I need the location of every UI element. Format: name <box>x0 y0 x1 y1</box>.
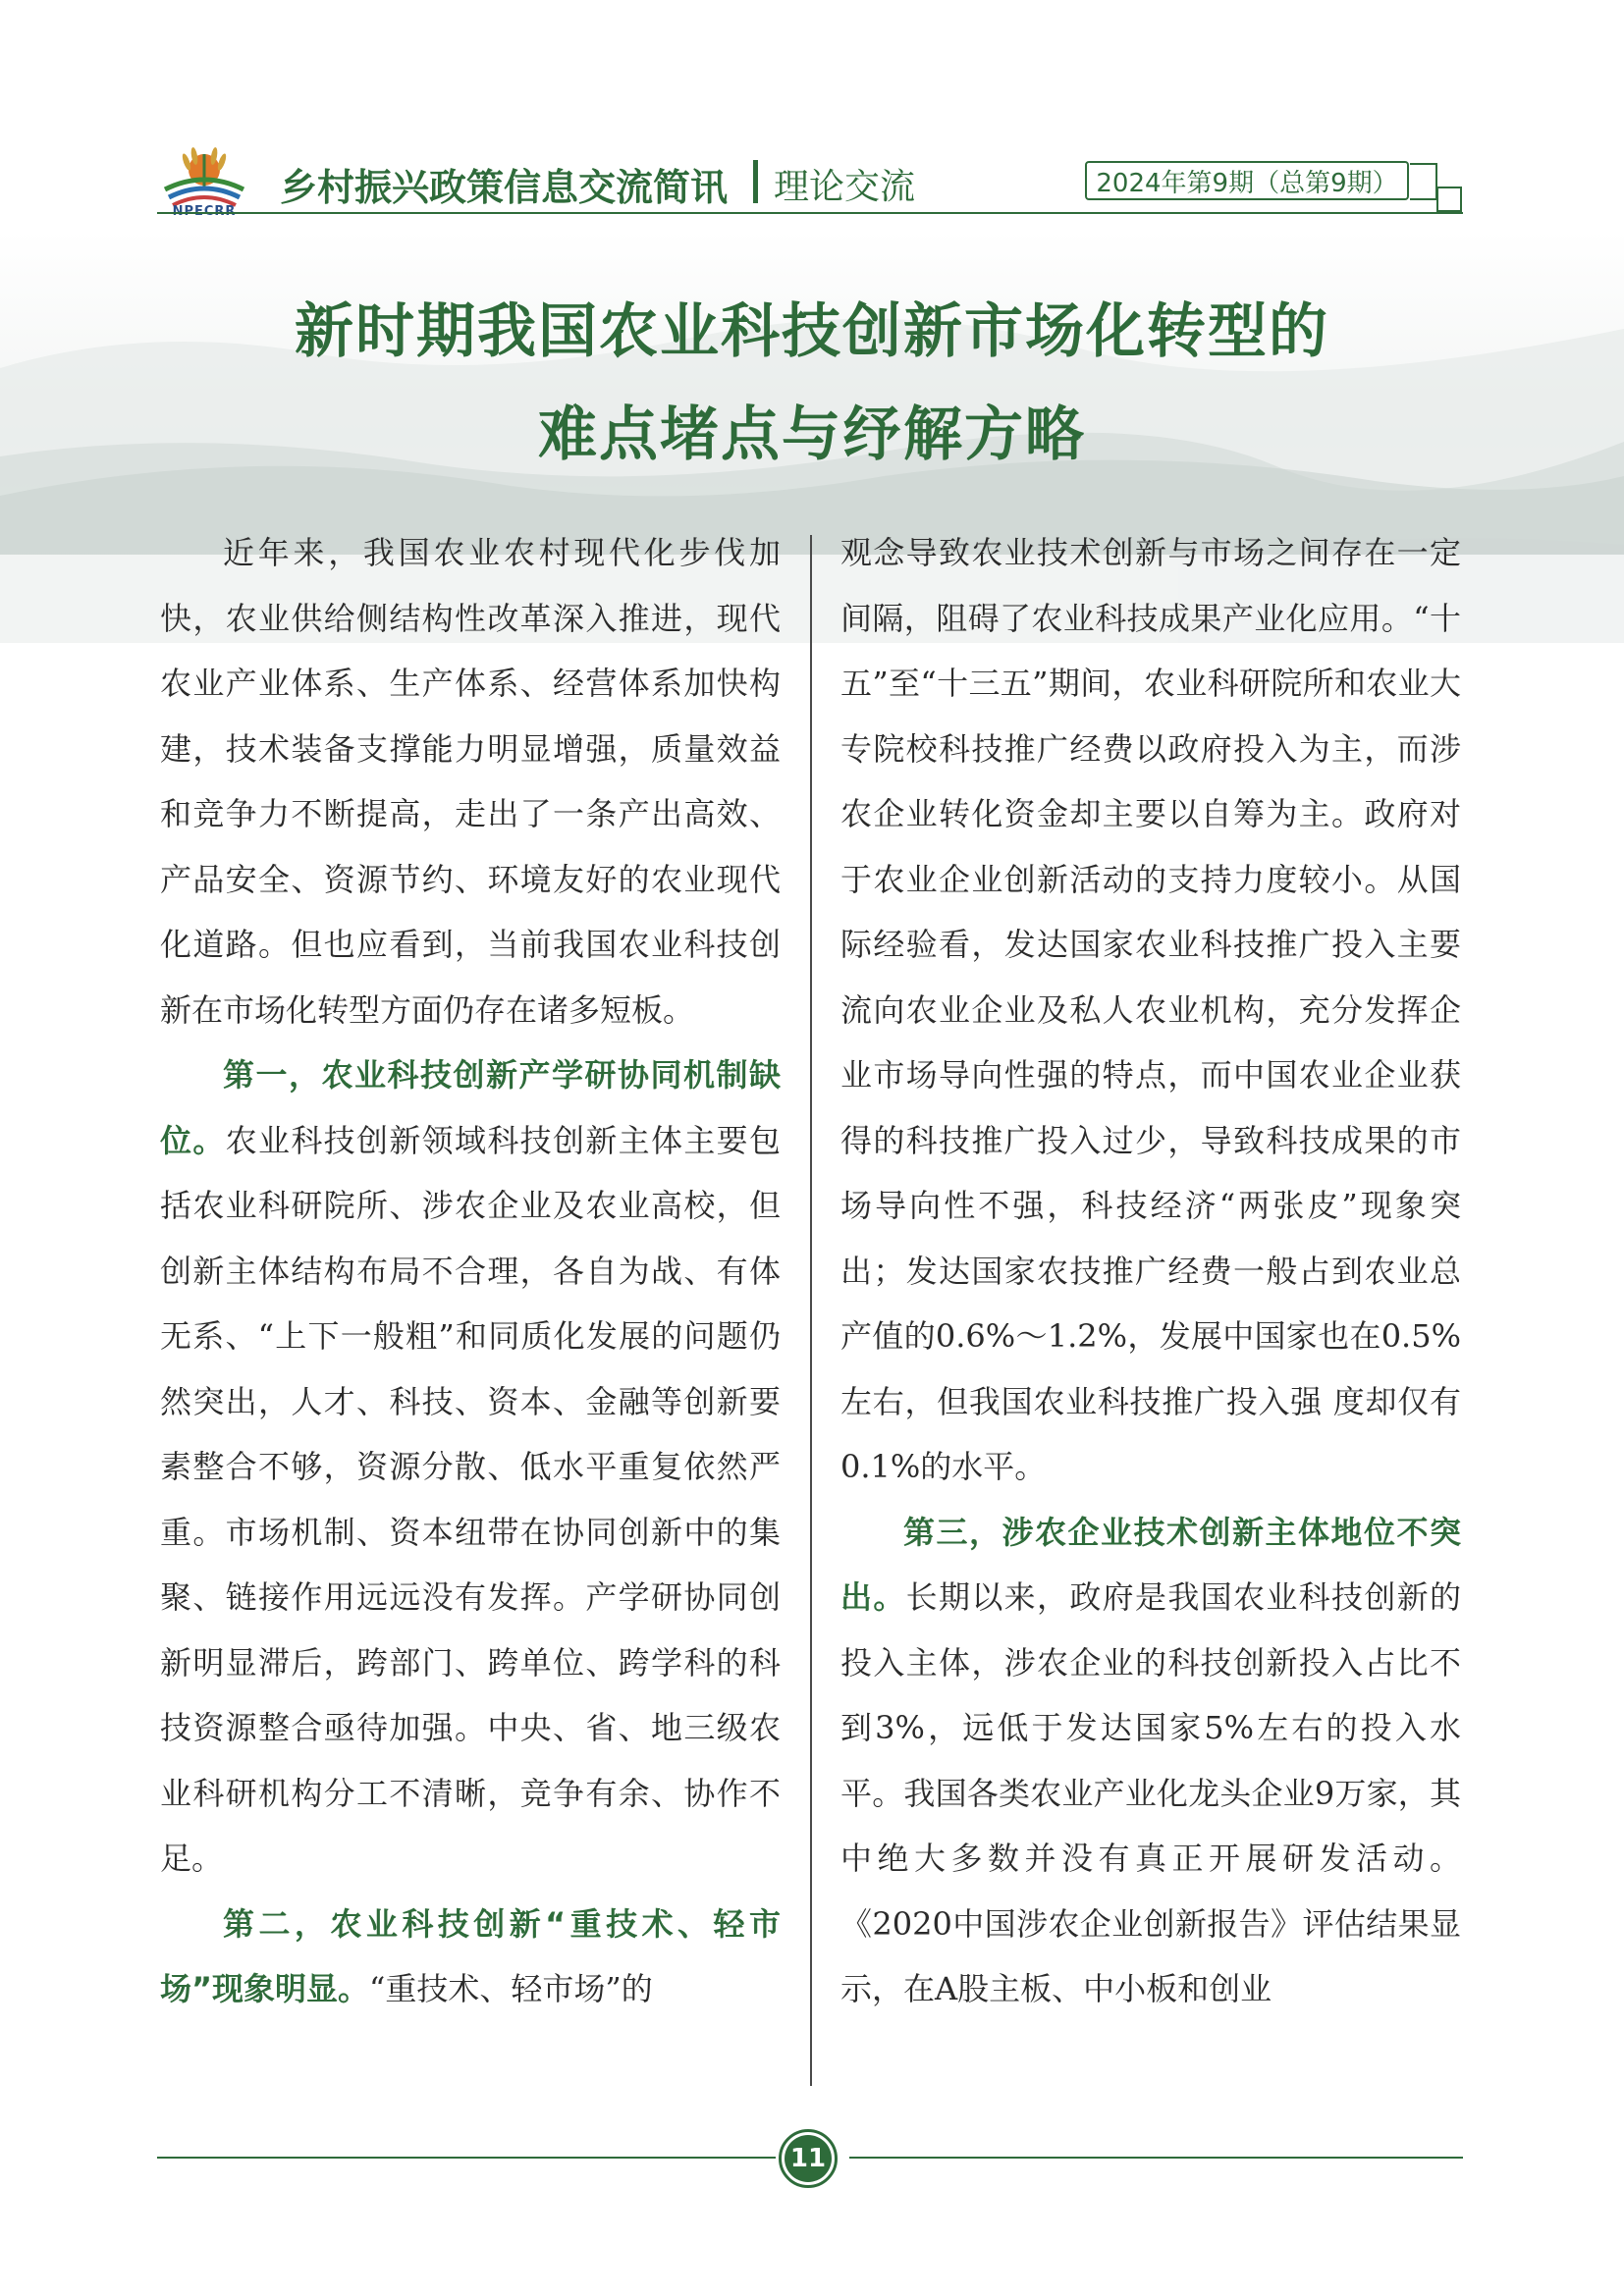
point-3-heading: 第三，涉农企业技术创新主体地位不突出。 <box>840 1513 1461 1616</box>
left-column <box>160 520 781 2022</box>
section-label: 理论交流 <box>774 167 916 207</box>
point-1-body: 农业科技创新领域科技创新主体主要包括农业科研院所、涉农企业及农业高校，但创新主体结构布局不合理，各自为战、有体无系、“上下一般粗”和同质化发展的问题仍然突出，人才、科技、资本、金融等创新要素整合不够，资源分散、低水平重复依然严重。市场机制、资本纽带在协同创新中的集聚、链接作用远远没有发挥。产学研协同创新明显滞后，跨部门、跨单位、跨学科的科技资源整合亟待加强。中央、省、地三级农业科研机构分工不清晰，竞争有余、协作不足。 <box>160 1121 781 1877</box>
page-number: 11 <box>785 2135 832 2182</box>
point-3-paragraph <box>840 1500 1461 2022</box>
header-divider <box>157 212 1463 214</box>
point-2-paragraph <box>160 1892 781 2022</box>
issue-badge: 2024年第9期（总第9期） <box>1085 161 1409 200</box>
point-1-heading: 第一，农业科技创新产学研协同机制缺位。 <box>160 1056 781 1159</box>
corner-decoration-square <box>1436 187 1462 212</box>
article-title-line-1: 新时期我国农业科技创新市场化转型的 <box>295 297 1329 366</box>
right-column <box>840 520 1461 2022</box>
point-1-paragraph <box>160 1042 781 1892</box>
column-divider <box>810 535 812 2086</box>
point-2-heading: 第二，农业科技创新“重技术、轻市场”现象明显。 <box>160 1904 781 2007</box>
footer-rule-right <box>849 2157 1463 2159</box>
point-2-body-start: “重技术、轻市场”的 <box>369 1970 653 2007</box>
point-2-continuation: 观念导致农业技术创新与市场之间存在一定间隔，阻碍了农业科技成果产业化应用。“十五”至“十三五”期间，农业科研院所和农业大专院校科技推广经费以政府投入为主，而涉农企业转化资金却主要以自筹为主。政府对于农业企业创新活动的支持力度较小。从国际经验看，发达国家农业科技推广投入主要流向农业企业及私人农业机构，充分发挥企业市场导向性强的特点，而中国农业企业获得的科技推广投入过少，导致科技成果的市场导向性不强，科技经济“两张皮”现象突出；发达国家农技推广经费一般占到农业总产值的0.6%～1.2%，发展中国家也在0.5%左右，但我国农业科技推广投入强 度却仅有0.1%的水平。 <box>840 534 1461 1485</box>
corner-decoration <box>1410 163 1437 200</box>
article-title-line-2: 难点堵点与纾解方略 <box>538 400 1086 469</box>
point-3-body: 长期以来，政府是我国农业科技创新的投入主体，涉农企业的科技创新投入占比不到3%，远低于发达国家5%左右的投入水平。我国各类农业产业化龙头企业9万家，其中绝大多数并没有真正开展研发活动。《2020中国涉农企业创新报告》评估结果显示，在A股主板、中小板和创业 <box>840 1578 1461 2007</box>
publication-title: 乡村振兴政策信息交流简讯 <box>280 166 729 209</box>
footer-rule-left <box>157 2157 776 2159</box>
header-separator <box>753 160 758 203</box>
intro-paragraph: 近年来，我国农业农村现代化步伐加快，农业供给侧结构性改革深入推进，现代农业产业体系、生产体系、经营体系加快构建，技术装备支撑能力明显增强，质量效益和竞争力不断提高，走出了一条产出高效、产品安全、资源节约、环境友好的农业现代化道路。但也应看到，当前我国农业科技创新在市场化转型方面仍存在诸多短板。 <box>160 534 781 1029</box>
page-number-badge <box>779 2129 838 2188</box>
